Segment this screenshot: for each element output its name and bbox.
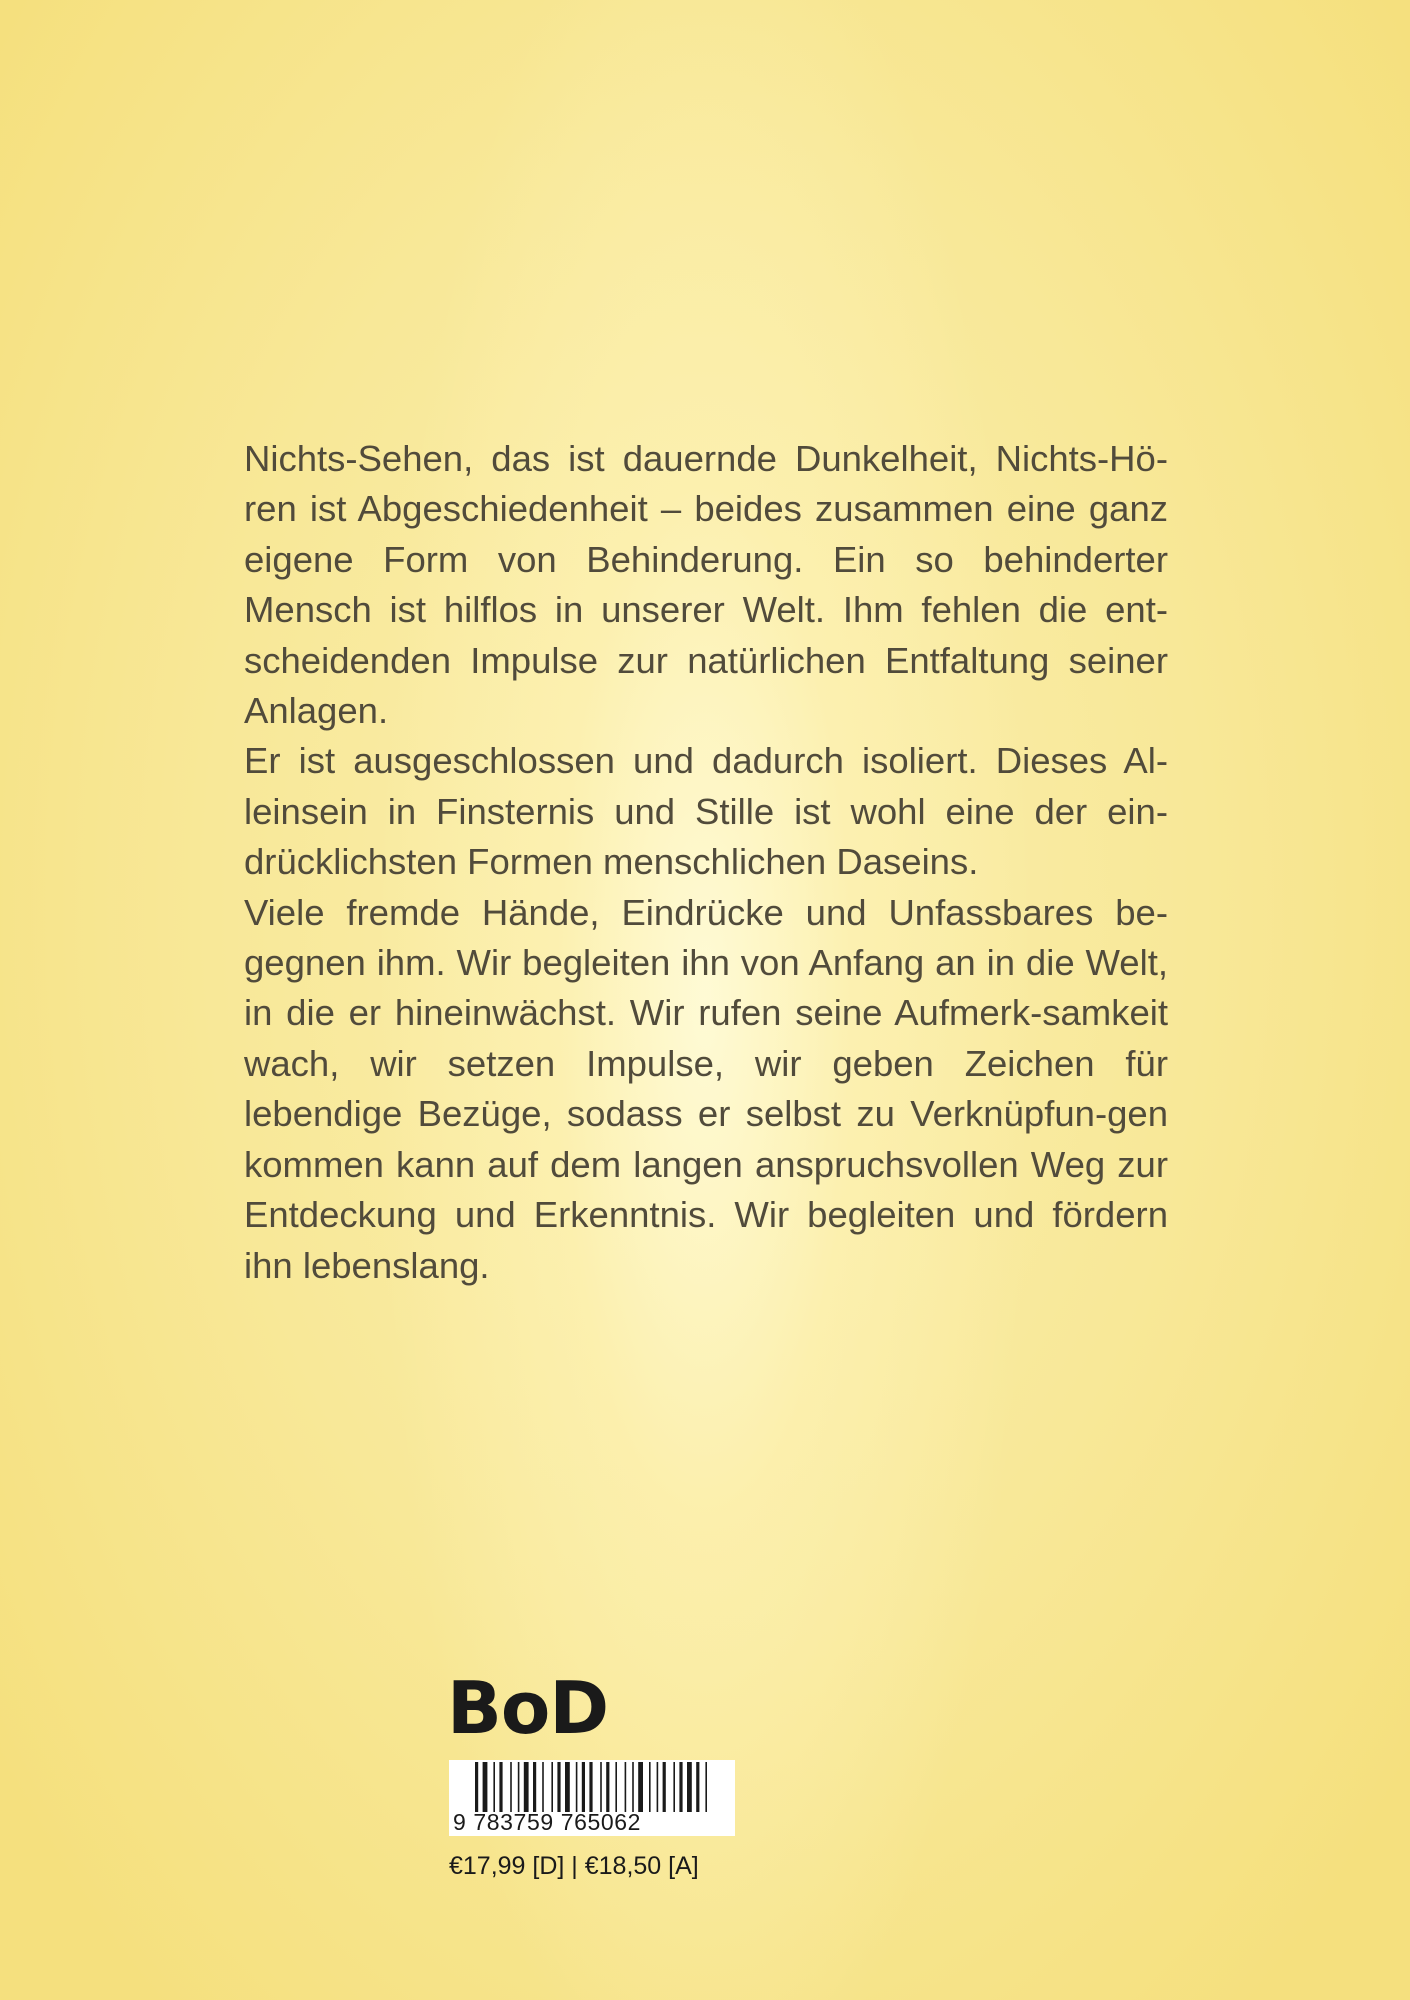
barcode-bar [576, 1762, 578, 1812]
barcode-bar [649, 1762, 651, 1812]
barcode-bar [493, 1762, 495, 1812]
barcode-bar [557, 1762, 560, 1812]
barcode-bar [483, 1762, 488, 1812]
barcode-bar [632, 1762, 634, 1812]
barcode-bar [679, 1762, 682, 1812]
blurb-text [244, 434, 1168, 1291]
barcode-bar [533, 1762, 536, 1812]
blurb-paragraph-2: Er ist ausgeschlossen und dadurch isoliert. Dieses Al-​leinsein in Finsternis und Stille ist wohl eine der ein-​drücklichsten Formen menschlichen Daseins. [244, 740, 1168, 883]
barcode-bar [663, 1762, 666, 1812]
isbn-barcode [449, 1760, 735, 1836]
isbn-number: 9 783759 765062 [453, 1809, 642, 1835]
blurb-paragraph-3: Viele fremde Hände, Eindrücke und Unfassbares be-​gegnen ihm. Wir begleiten ihn von Anfang an in die Welt, in die er hineinwächst. Wir rufen seine Aufmerk-​samkeit wach, wir setzen Impulse, wir geben Zeichen für lebendige Bezüge, sodass er selbst zu Verknüpfun-​gen kommen kann auf dem langen anspruchsvollen Weg zur Entdeckung und Erkenntnis. Wir begleiten und fördern ihn lebenslang. [244, 891, 1168, 1286]
barcode-bar [705, 1762, 707, 1812]
barcode-bar [582, 1762, 585, 1812]
barcode-bar [657, 1762, 659, 1812]
barcode-bar [551, 1762, 553, 1812]
barcode-bar [510, 1762, 512, 1812]
barcode-bar [589, 1762, 592, 1812]
barcode-bar [524, 1762, 529, 1812]
barcode-bar [542, 1762, 544, 1812]
barcode-bar [600, 1762, 602, 1812]
barcode-bar [499, 1762, 502, 1812]
price-label: €17,99 [D] | €18,50 [A] [449, 1852, 699, 1880]
barcode-bar [606, 1762, 609, 1812]
barcode-bar [638, 1762, 643, 1812]
barcode-bar [615, 1762, 617, 1812]
barcode-bar [475, 1762, 478, 1812]
barcode-bar [625, 1762, 627, 1812]
blurb-paragraph-1: Nichts-Sehen, das ist dauernde Dunkelheit, Nichts-Hö-​ren ist Abgeschiedenheit – beides zusammen eine ganz eigene Form von Behinderung. Ein so behinderter Mensch ist hilflos in unserer Welt. Ihm fehlen die ent-​scheidenden Impulse zur natürlichen Entfaltung seiner Anlagen. [244, 438, 1168, 732]
barcode-bars [449, 1760, 735, 1812]
barcode-bar [673, 1762, 675, 1812]
barcode-bar [696, 1762, 699, 1812]
publisher-logo [447, 1666, 609, 1750]
publisher-logo-text: BoD [447, 1666, 609, 1750]
barcode-bar [687, 1762, 692, 1812]
barcode-bar [518, 1762, 520, 1812]
barcode-bar [565, 1762, 570, 1812]
